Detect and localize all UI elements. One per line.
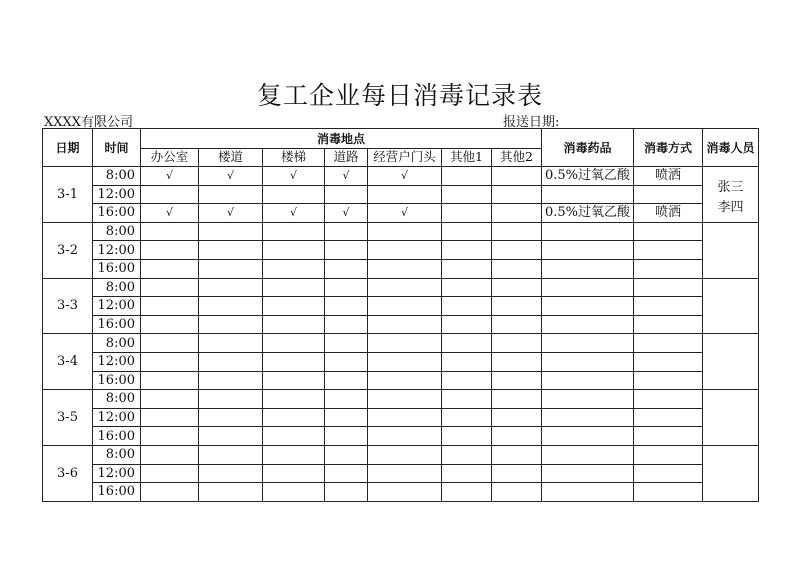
- method-cell: [634, 297, 703, 316]
- location-check-cell: [141, 241, 199, 260]
- table-row: [43, 334, 759, 353]
- location-check-cell: [199, 464, 263, 483]
- header-method: 消毒方式: [634, 129, 703, 167]
- header-location-other1: 其他1: [442, 149, 492, 167]
- location-check-cell: [141, 352, 199, 371]
- drug-cell: [542, 334, 634, 353]
- method-cell: [634, 259, 703, 278]
- location-check-cell: [325, 278, 368, 297]
- disinfection-record-table: [42, 128, 759, 502]
- drug-cell: 0.5%过氧乙酸: [542, 204, 634, 223]
- time-cell: 12:00: [93, 352, 141, 371]
- location-check-cell: [199, 371, 263, 390]
- time-cell: 8:00: [93, 278, 141, 297]
- personnel-cell: [703, 278, 759, 334]
- location-check-cell: [368, 464, 442, 483]
- location-check-cell: [263, 408, 325, 427]
- time-cell: 16:00: [93, 315, 141, 334]
- location-check-cell: [263, 464, 325, 483]
- location-check-cell: [492, 334, 542, 353]
- time-cell: 8:00: [93, 390, 141, 409]
- drug-cell: [542, 445, 634, 464]
- location-check-cell: √: [141, 204, 199, 223]
- location-check-cell: [263, 278, 325, 297]
- method-cell: [634, 334, 703, 353]
- location-check-cell: [442, 167, 492, 186]
- location-check-cell: [368, 390, 442, 409]
- location-check-cell: [492, 222, 542, 241]
- location-check-cell: [141, 390, 199, 409]
- location-check-cell: [199, 259, 263, 278]
- location-check-cell: [368, 427, 442, 446]
- time-cell: 16:00: [93, 427, 141, 446]
- location-check-cell: [199, 315, 263, 334]
- header-location-stairs: 楼梯: [263, 149, 325, 167]
- method-cell: [634, 371, 703, 390]
- location-check-cell: [263, 315, 325, 334]
- method-cell: 喷洒: [634, 204, 703, 223]
- time-cell: 8:00: [93, 167, 141, 186]
- drug-cell: [542, 315, 634, 334]
- time-cell: 12:00: [93, 297, 141, 316]
- method-cell: [634, 408, 703, 427]
- location-check-cell: [199, 222, 263, 241]
- location-check-cell: [141, 222, 199, 241]
- company-name: XXXX有限公司: [44, 115, 134, 130]
- location-check-cell: [492, 315, 542, 334]
- location-check-cell: [141, 278, 199, 297]
- location-check-cell: [325, 334, 368, 353]
- location-check-cell: [442, 315, 492, 334]
- location-check-cell: [325, 259, 368, 278]
- location-check-cell: [368, 445, 442, 464]
- drug-cell: 0.5%过氧乙酸: [542, 167, 634, 186]
- location-check-cell: [442, 259, 492, 278]
- location-check-cell: [492, 185, 542, 204]
- method-cell: [634, 352, 703, 371]
- time-cell: 8:00: [93, 334, 141, 353]
- table-row: [43, 445, 759, 464]
- method-cell: [634, 278, 703, 297]
- location-check-cell: [492, 352, 542, 371]
- location-check-cell: [492, 167, 542, 186]
- location-check-cell: [492, 278, 542, 297]
- location-check-cell: [442, 445, 492, 464]
- location-check-cell: √: [263, 167, 325, 186]
- date-cell: 3-6: [43, 445, 93, 501]
- method-cell: [634, 445, 703, 464]
- personnel-cell: [703, 334, 759, 390]
- location-check-cell: [325, 297, 368, 316]
- location-check-cell: [199, 278, 263, 297]
- drug-cell: [542, 222, 634, 241]
- table-row: [43, 167, 759, 186]
- location-check-cell: [199, 427, 263, 446]
- location-check-cell: [141, 315, 199, 334]
- time-cell: 16:00: [93, 259, 141, 278]
- table-row: [43, 352, 759, 371]
- method-cell: [634, 185, 703, 204]
- date-cell: 3-3: [43, 278, 93, 334]
- location-check-cell: [325, 222, 368, 241]
- personnel-cell: [703, 445, 759, 501]
- location-check-cell: [442, 427, 492, 446]
- method-cell: 喷洒: [634, 167, 703, 186]
- report-date-label: 报送日期:: [503, 115, 560, 130]
- location-check-cell: [492, 390, 542, 409]
- location-check-cell: √: [263, 204, 325, 223]
- table-row: [43, 408, 759, 427]
- location-check-cell: [368, 185, 442, 204]
- time-cell: 8:00: [93, 445, 141, 464]
- location-check-cell: √: [141, 167, 199, 186]
- drug-cell: [542, 390, 634, 409]
- location-check-cell: [199, 408, 263, 427]
- location-check-cell: [263, 185, 325, 204]
- location-check-cell: [141, 259, 199, 278]
- method-cell: [634, 222, 703, 241]
- location-check-cell: [442, 297, 492, 316]
- location-check-cell: [492, 408, 542, 427]
- table-row: [43, 464, 759, 483]
- table-row: [43, 483, 759, 502]
- time-cell: 12:00: [93, 408, 141, 427]
- location-check-cell: [368, 259, 442, 278]
- location-check-cell: [492, 259, 542, 278]
- page-title: 复工企业每日消毒记录表: [256, 81, 543, 110]
- location-check-cell: [492, 204, 542, 223]
- location-check-cell: [199, 483, 263, 502]
- location-check-cell: [492, 297, 542, 316]
- location-check-cell: [199, 445, 263, 464]
- location-check-cell: [325, 390, 368, 409]
- drug-cell: [542, 259, 634, 278]
- method-cell: [634, 464, 703, 483]
- personnel-cell: [703, 390, 759, 446]
- location-check-cell: [368, 408, 442, 427]
- location-check-cell: [263, 259, 325, 278]
- drug-cell: [542, 408, 634, 427]
- drug-cell: [542, 464, 634, 483]
- location-check-cell: [141, 185, 199, 204]
- header-location-corridor: 楼道: [199, 149, 263, 167]
- header-drug: 消毒药品: [542, 129, 634, 167]
- date-cell: 3-5: [43, 390, 93, 446]
- table-row: [43, 427, 759, 446]
- table-row: [43, 204, 759, 223]
- location-check-cell: [141, 483, 199, 502]
- header-time: 时间: [93, 129, 141, 167]
- header-location-road: 道路: [325, 149, 368, 167]
- location-check-cell: [325, 408, 368, 427]
- location-check-cell: [368, 315, 442, 334]
- location-check-cell: [263, 445, 325, 464]
- location-check-cell: [141, 297, 199, 316]
- location-check-cell: [141, 371, 199, 390]
- location-check-cell: [368, 371, 442, 390]
- method-cell: [634, 427, 703, 446]
- table-row: [43, 371, 759, 390]
- location-check-cell: [199, 241, 263, 260]
- location-check-cell: [442, 464, 492, 483]
- location-check-cell: [263, 390, 325, 409]
- location-check-cell: [263, 352, 325, 371]
- location-check-cell: [442, 222, 492, 241]
- time-cell: 12:00: [93, 241, 141, 260]
- location-check-cell: [325, 185, 368, 204]
- method-cell: [634, 241, 703, 260]
- location-check-cell: [492, 464, 542, 483]
- date-cell: 3-1: [43, 167, 93, 223]
- location-check-cell: [442, 334, 492, 353]
- location-check-cell: √: [325, 204, 368, 223]
- drug-cell: [542, 352, 634, 371]
- location-check-cell: [199, 185, 263, 204]
- time-cell: 16:00: [93, 204, 141, 223]
- location-check-cell: [141, 408, 199, 427]
- header-locations: 消毒地点: [141, 129, 542, 149]
- drug-cell: [542, 483, 634, 502]
- location-check-cell: [263, 483, 325, 502]
- location-check-cell: [368, 352, 442, 371]
- location-check-cell: [141, 334, 199, 353]
- method-cell: [634, 390, 703, 409]
- date-cell: 3-2: [43, 222, 93, 278]
- drug-cell: [542, 371, 634, 390]
- location-check-cell: [325, 483, 368, 502]
- location-check-cell: √: [368, 167, 442, 186]
- table-row: [43, 259, 759, 278]
- location-check-cell: [442, 371, 492, 390]
- location-check-cell: [199, 352, 263, 371]
- location-check-cell: [263, 222, 325, 241]
- location-check-cell: [199, 297, 263, 316]
- location-check-cell: [141, 464, 199, 483]
- location-check-cell: √: [325, 167, 368, 186]
- location-check-cell: [325, 352, 368, 371]
- location-check-cell: [442, 390, 492, 409]
- location-check-cell: [492, 427, 542, 446]
- location-check-cell: [325, 445, 368, 464]
- table-row: [43, 278, 759, 297]
- location-check-cell: [368, 483, 442, 502]
- table-row: [43, 185, 759, 204]
- personnel-cell: [703, 222, 759, 278]
- location-check-cell: [263, 427, 325, 446]
- location-check-cell: [442, 204, 492, 223]
- header-location-other2: 其他2: [492, 149, 542, 167]
- drug-cell: [542, 241, 634, 260]
- location-check-cell: [325, 427, 368, 446]
- location-check-cell: [442, 185, 492, 204]
- time-cell: 16:00: [93, 371, 141, 390]
- drug-cell: [542, 185, 634, 204]
- location-check-cell: √: [199, 167, 263, 186]
- location-check-cell: [492, 241, 542, 260]
- location-check-cell: [368, 278, 442, 297]
- drug-cell: [542, 278, 634, 297]
- location-check-cell: [368, 334, 442, 353]
- header-location-storefront: 经营户门头: [368, 149, 442, 167]
- method-cell: [634, 315, 703, 334]
- location-check-cell: [368, 222, 442, 241]
- time-cell: 8:00: [93, 222, 141, 241]
- header-location-office: 办公室: [141, 149, 199, 167]
- location-check-cell: [442, 352, 492, 371]
- drug-cell: [542, 427, 634, 446]
- location-check-cell: [492, 371, 542, 390]
- method-cell: [634, 483, 703, 502]
- location-check-cell: [199, 390, 263, 409]
- location-check-cell: [442, 483, 492, 502]
- location-check-cell: √: [199, 204, 263, 223]
- table-row: [43, 390, 759, 409]
- date-cell: 3-4: [43, 334, 93, 390]
- location-check-cell: [492, 445, 542, 464]
- time-cell: 12:00: [93, 185, 141, 204]
- header-personnel: 消毒人员: [703, 129, 759, 167]
- location-check-cell: [263, 297, 325, 316]
- location-check-cell: [325, 241, 368, 260]
- location-check-cell: [325, 464, 368, 483]
- location-check-cell: [199, 334, 263, 353]
- location-check-cell: √: [368, 204, 442, 223]
- table-row: [43, 222, 759, 241]
- table-row: [43, 297, 759, 316]
- location-check-cell: [368, 297, 442, 316]
- location-check-cell: [325, 371, 368, 390]
- drug-cell: [542, 297, 634, 316]
- header-row-1: [43, 129, 759, 149]
- location-check-cell: [442, 241, 492, 260]
- personnel-cell: 张三 李四: [703, 167, 759, 223]
- location-check-cell: [263, 334, 325, 353]
- location-check-cell: [263, 371, 325, 390]
- location-check-cell: [492, 483, 542, 502]
- location-check-cell: [141, 427, 199, 446]
- location-check-cell: [141, 445, 199, 464]
- location-check-cell: [442, 408, 492, 427]
- location-check-cell: [325, 315, 368, 334]
- time-cell: 12:00: [93, 464, 141, 483]
- location-check-cell: [368, 241, 442, 260]
- location-check-cell: [442, 278, 492, 297]
- table-row: [43, 241, 759, 260]
- time-cell: 16:00: [93, 483, 141, 502]
- header-date: 日期: [43, 129, 93, 167]
- table-row: [43, 315, 759, 334]
- location-check-cell: [263, 241, 325, 260]
